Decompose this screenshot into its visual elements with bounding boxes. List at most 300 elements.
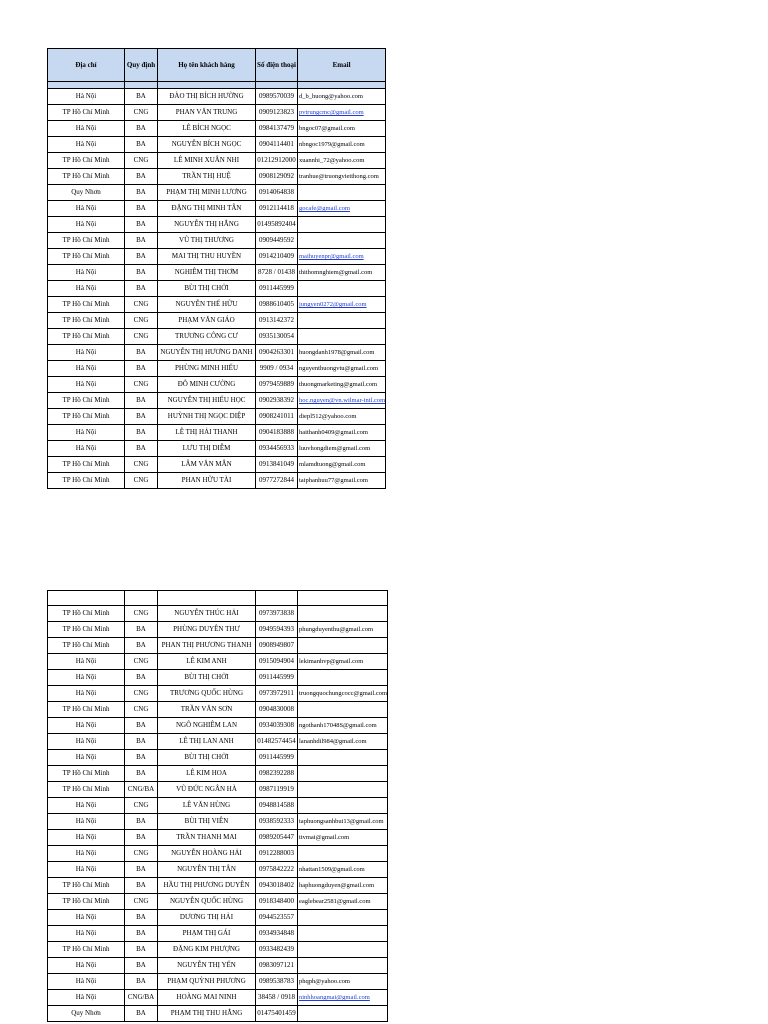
cell-address [48, 169, 125, 185]
table-row [48, 441, 386, 457]
cell-address [48, 297, 125, 313]
cell-email [298, 377, 386, 393]
cell-email [298, 1006, 388, 1022]
cell-quy-text: CNG [133, 849, 149, 857]
email-text: nbngoc1979@gmail.com [299, 141, 365, 148]
cell-quy-text: BA [136, 929, 146, 937]
cell-phone [256, 734, 298, 750]
cell-quy-text: BA [136, 881, 146, 889]
cell-address-text: Hà Nội [75, 673, 97, 681]
cell-phone-text: 0934456933 [259, 444, 294, 452]
cell-phone [256, 862, 298, 878]
cell-email [298, 473, 386, 489]
cell-phone-text: 0973973838 [259, 609, 294, 617]
table-row [48, 217, 386, 233]
cell-phone-text: 0908129092 [259, 172, 294, 180]
cell-address [48, 926, 125, 942]
table-row [48, 798, 388, 814]
cell-customer-name [158, 89, 256, 105]
cell-customer-name-text: LÊ THỊ LAN ANH [179, 737, 234, 745]
cell-phone-text: 01482574454 [257, 737, 296, 745]
cell-address-text: Hà Nội [75, 737, 97, 745]
cell-quy [125, 958, 158, 974]
cell-phone-text: 0944523557 [259, 913, 294, 921]
cell-address [48, 185, 125, 201]
table-row [48, 910, 388, 926]
email-text: tranhue@truongvietthong.com [299, 173, 379, 180]
table-row [48, 958, 388, 974]
cell-customer-name [158, 361, 256, 377]
cell-phone-text: 01212912000 [257, 156, 296, 164]
cell-customer-name [158, 217, 256, 233]
cell-email [298, 265, 386, 281]
cell-email [298, 329, 386, 345]
cell-address [48, 265, 125, 281]
cell-quy [125, 798, 158, 814]
cell-phone-text: 0914210409 [259, 252, 294, 260]
cell-address [48, 457, 125, 473]
cell-quy-text: BA [136, 817, 146, 825]
cell-quy [125, 249, 158, 265]
cell-phone-text: 0934039308 [259, 721, 294, 729]
email-link[interactable]: ninhhoangmai@gmail.com [299, 994, 370, 1001]
email-text: haithanh0409@gmail.com [299, 429, 368, 436]
cell-address [48, 281, 125, 297]
cell-quy-text: BA [136, 172, 146, 180]
cell-email[interactable] [298, 990, 388, 1006]
email-text: bngoc07@gmail.com [299, 125, 355, 132]
cell-quy [125, 137, 158, 153]
cell-customer-name [158, 425, 256, 441]
table-body-rows [48, 606, 388, 1022]
cell-customer-name [158, 734, 256, 750]
cell-address-text: Hà Nội [75, 140, 97, 148]
cell-phone [256, 910, 298, 926]
cell-phone-text: 0975842222 [259, 865, 294, 873]
cell-quy [125, 121, 158, 137]
cell-customer-name-text: ĐẶNG KIM PHƯỢNG [173, 945, 240, 953]
cell-phone-text: 0984137479 [259, 124, 294, 132]
table-row [48, 862, 388, 878]
cell-phone [256, 606, 298, 622]
header-phone: Số điện thoại [256, 49, 298, 82]
cell-phone [256, 377, 298, 393]
cell-customer-name-text: BÙI THỊ CHỞI [184, 284, 229, 292]
cell-phone [256, 233, 298, 249]
cell-customer-name [158, 606, 256, 622]
cell-phone [256, 798, 298, 814]
cell-email [298, 814, 388, 830]
cell-customer-name [158, 233, 256, 249]
cell-phone [256, 297, 298, 313]
cell-quy [125, 377, 158, 393]
cell-phone [256, 622, 298, 638]
cell-phone [256, 89, 298, 105]
cell-quy-text: BA [136, 268, 146, 276]
cell-address-text: Hà Nội [75, 801, 97, 809]
cell-quy-text: BA [136, 140, 146, 148]
cell-quy [125, 1006, 158, 1022]
cell-customer-name-text: BÙI THỊ CHỞI [184, 753, 229, 761]
cell-address [48, 750, 125, 766]
cell-address [48, 313, 125, 329]
cell-email[interactable] [298, 249, 386, 265]
cell-phone [256, 137, 298, 153]
table-row [48, 622, 388, 638]
cell-quy [125, 830, 158, 846]
email-text: mlamdtuong@gmail.com [299, 461, 366, 468]
cell-quy-text: BA [136, 945, 146, 953]
cell-address-text: TP Hồ Chí Minh [62, 785, 110, 793]
cell-customer-name-text: PHAN VĂN TRUNG [175, 108, 238, 116]
table-row [48, 766, 388, 782]
email-text: taiphanhuu77@gmail.com [299, 477, 368, 484]
cell-address [48, 862, 125, 878]
cell-customer-name [158, 686, 256, 702]
cell-phone [256, 958, 298, 974]
cell-customer-name [158, 329, 256, 345]
cell-customer-name-text: PHÙNG DUYÊN THƯ [173, 625, 240, 633]
cell-quy [125, 345, 158, 361]
email-text: xuannhi_72@yahoo.com [299, 157, 365, 164]
cell-customer-name-text: NGUYỄN THỊ HIẾU HỌC [167, 396, 246, 404]
cell-quy-text: BA [136, 348, 146, 356]
cell-customer-name [158, 814, 256, 830]
cell-quy [125, 233, 158, 249]
table-row [48, 121, 386, 137]
cell-address [48, 718, 125, 734]
cell-address [48, 942, 125, 958]
cell-address-text: TP Hồ Chí Minh [62, 156, 110, 164]
cell-email [298, 137, 386, 153]
customer-table-1 [47, 48, 386, 489]
cell-phone-text: 9909 / 0934 [259, 364, 294, 372]
cell-address-text: Hà Nội [75, 913, 97, 921]
table-row [48, 105, 386, 121]
cell-address [48, 606, 125, 622]
email-link[interactable]: pvtrungcmc@gmail.com [299, 109, 364, 116]
cell-email [298, 846, 388, 862]
cell-quy [125, 990, 158, 1006]
cell-address [48, 441, 125, 457]
cell-customer-name [158, 313, 256, 329]
cell-customer-name-text: MAI THỊ THU HUYỀN [171, 252, 242, 260]
cell-address [48, 201, 125, 217]
cell-customer-name-text: NGUYỄN THỊ HƯƠNG DANH [160, 348, 253, 356]
cell-email [298, 185, 386, 201]
cell-address-text: Hà Nội [75, 124, 97, 132]
cell-customer-name [158, 297, 256, 313]
cell-quy [125, 782, 158, 798]
cell-phone [256, 217, 298, 233]
cell-customer-name-text: LƯU THỊ DIỄM [182, 444, 231, 452]
cell-phone [256, 441, 298, 457]
cell-phone [256, 894, 298, 910]
cell-customer-name-text: NGUYỄN THỊ HẰNG [174, 220, 239, 228]
cell-quy-text: CNG [133, 108, 149, 116]
cell-phone-text: 0989205447 [259, 833, 294, 841]
cell-phone-text: 0909449592 [259, 236, 294, 244]
header-address: Địa chỉ [48, 49, 125, 82]
cell-address [48, 377, 125, 393]
cell-address [48, 686, 125, 702]
cell-phone-text: 0988610405 [259, 300, 294, 308]
cell-phone-text: 0912114418 [259, 204, 294, 212]
cell-address [48, 217, 125, 233]
blank-row [48, 591, 388, 606]
cell-email [298, 734, 388, 750]
cell-email [298, 441, 386, 457]
table-row [48, 750, 388, 766]
cell-email [298, 281, 386, 297]
cell-phone-text: 0989538783 [259, 977, 294, 985]
cell-quy [125, 926, 158, 942]
cell-quy [125, 297, 158, 313]
cell-email[interactable] [298, 105, 386, 121]
cell-address [48, 121, 125, 137]
cell-quy [125, 361, 158, 377]
cell-address-text: TP Hồ Chí Minh [62, 300, 110, 308]
cell-address [48, 766, 125, 782]
email-text: taphuongsanhbui13@gmail.com [299, 818, 384, 825]
table-row [48, 1006, 388, 1022]
table-row [48, 201, 386, 217]
cell-email [298, 217, 386, 233]
cell-customer-name-text: NGHIÊM THỊ THƠM [174, 268, 239, 276]
cell-address [48, 958, 125, 974]
cell-quy [125, 329, 158, 345]
cell-quy [125, 105, 158, 121]
cell-customer-name-text: LÂM VĂN MẪN [181, 460, 232, 468]
table-row [48, 894, 388, 910]
cell-customer-name [158, 958, 256, 974]
cell-quy [125, 862, 158, 878]
cell-phone [256, 153, 298, 169]
cell-customer-name [158, 377, 256, 393]
cell-email[interactable] [298, 201, 386, 217]
email-text: nguyenthuongvtu@gmail.com [299, 365, 379, 372]
table-row [48, 830, 388, 846]
cell-phone [256, 750, 298, 766]
cell-phone-text: 0938592333 [259, 817, 294, 825]
cell-quy-text: CNG [133, 300, 149, 308]
cell-phone [256, 974, 298, 990]
cell-phone-text: 0904114401 [259, 140, 294, 148]
cell-quy-text: BA [136, 1009, 146, 1017]
table-row [48, 654, 388, 670]
cell-phone-text: 0949594393 [259, 625, 294, 633]
cell-customer-name-text: PHÙNG MINH HIẾU [175, 364, 238, 372]
cell-customer-name [158, 105, 256, 121]
cell-quy-text: BA [136, 444, 146, 452]
cell-address-text: TP Hồ Chí Minh [62, 897, 110, 905]
table-row [48, 814, 388, 830]
cell-phone-text: 0911445999 [259, 284, 294, 292]
email-link[interactable]: hoc.nguyen@vn.wilmar-intl.com [299, 397, 386, 404]
cell-quy [125, 169, 158, 185]
table-row [48, 990, 388, 1006]
cell-phone-text: 0912288003 [259, 849, 294, 857]
email-text: phqph@yahoo.com [299, 978, 350, 985]
cell-address-text: Hà Nội [75, 428, 97, 436]
cell-customer-name [158, 185, 256, 201]
cell-email [298, 894, 388, 910]
cell-quy [125, 201, 158, 217]
email-link[interactable]: jungyen0272@gmail.com [299, 301, 367, 308]
table-row [48, 425, 386, 441]
cell-quy [125, 910, 158, 926]
cell-address [48, 734, 125, 750]
cell-phone [256, 265, 298, 281]
cell-phone-text: 0914064838 [259, 188, 294, 196]
cell-customer-name-text: HẦU THỊ PHƯƠNG DUYÊN [163, 881, 250, 889]
cell-address [48, 105, 125, 121]
cell-email [298, 686, 388, 702]
cell-customer-name-text: HUỲNH THỊ NGỌC DIỆP [167, 412, 246, 420]
cell-quy [125, 654, 158, 670]
cell-phone [256, 878, 298, 894]
cell-quy-text: CNG [133, 460, 149, 468]
cell-customer-name [158, 830, 256, 846]
email-text: ngothanh17048S@gmail.com [299, 722, 377, 729]
cell-customer-name-text: HOÀNG MAI NINH [176, 993, 237, 1001]
cell-customer-name [158, 974, 256, 990]
cell-quy [125, 606, 158, 622]
cell-quy [125, 425, 158, 441]
cell-address-text: TP Hồ Chí Minh [62, 396, 110, 404]
cell-address-text: Hà Nội [75, 364, 97, 372]
cell-quy-text: CNG [133, 476, 149, 484]
table-row [48, 153, 386, 169]
cell-customer-name [158, 782, 256, 798]
cell-phone-text: 0983097121 [259, 961, 294, 969]
cell-quy-text: BA [136, 865, 146, 873]
cell-email [298, 89, 386, 105]
cell-address-text: Hà Nội [75, 284, 97, 292]
cell-customer-name [158, 153, 256, 169]
cell-address [48, 894, 125, 910]
cell-phone [256, 249, 298, 265]
table-row [48, 670, 388, 686]
cell-quy-text: BA [136, 236, 146, 244]
cell-address [48, 361, 125, 377]
cell-email [298, 878, 388, 894]
cell-quy [125, 89, 158, 105]
cell-phone [256, 830, 298, 846]
cell-phone-text: 0904830008 [259, 705, 294, 713]
table-row [48, 393, 386, 409]
cell-address [48, 670, 125, 686]
email-text: phungduyenthu@gmail.com [299, 626, 374, 633]
cell-quy [125, 409, 158, 425]
cell-email [298, 670, 388, 686]
table-row [48, 313, 386, 329]
cell-phone [256, 361, 298, 377]
table-row [48, 473, 386, 489]
cell-address [48, 153, 125, 169]
cell-address-text: Hà Nội [75, 268, 97, 276]
cell-email [298, 622, 388, 638]
cell-phone-text: 0918348400 [259, 897, 294, 905]
cell-phone-text: 0987119919 [259, 785, 294, 793]
email-text: diepl512@yahoo.com [299, 413, 357, 420]
cell-address-text: TP Hồ Chí Minh [62, 236, 110, 244]
cell-phone-text: 01475401459 [257, 1009, 296, 1017]
email-text: huongdanh1978@gmail.com [299, 349, 375, 356]
table-row [48, 457, 386, 473]
cell-phone-text: 0948814588 [259, 801, 294, 809]
cell-address [48, 702, 125, 718]
cell-customer-name-text: TRẦN THANH MAI [176, 833, 237, 841]
table-row [48, 942, 388, 958]
email-text: d_b_huong@yahoo.com [299, 93, 363, 100]
cell-phone-text: 0989570039 [259, 92, 294, 100]
cell-phone-text: 38458 / 0918 [258, 993, 295, 1001]
cell-email [298, 798, 388, 814]
cell-customer-name-text: BÙI THỊ VIÊN [184, 817, 229, 825]
cell-customer-name-text: NGUYỄN THẾ HỮU [175, 300, 238, 308]
cell-address [48, 846, 125, 862]
cell-customer-name [158, 702, 256, 718]
cell-email[interactable] [298, 297, 386, 313]
table-row [48, 281, 386, 297]
cell-customer-name-text: LÊ VĂN HÙNG [182, 801, 231, 809]
cell-phone [256, 766, 298, 782]
email-text: truongquochungcocc@gmail.com [299, 690, 388, 697]
cell-email [298, 942, 388, 958]
cell-customer-name [158, 798, 256, 814]
cell-customer-name [158, 894, 256, 910]
cell-quy-text: BA [136, 721, 146, 729]
email-link[interactable]: gocafe@gmail.com [299, 205, 350, 212]
cell-quy [125, 670, 158, 686]
cell-quy [125, 457, 158, 473]
cell-address-text: TP Hồ Chí Minh [62, 412, 110, 420]
cell-quy-text: BA [136, 673, 146, 681]
header-email: Email [298, 49, 386, 82]
cell-quy [125, 974, 158, 990]
cell-email [298, 974, 388, 990]
email-text: haphuongduyen@gmail.com [299, 882, 375, 889]
cell-address-text: Quy Nhơn [71, 188, 101, 196]
cell-customer-name-text: ĐẶNG THỊ MINH TÂN [171, 204, 242, 212]
cell-phone [256, 926, 298, 942]
cell-address-text: Hà Nội [75, 204, 97, 212]
cell-phone-text: 0904183888 [259, 428, 294, 436]
cell-email[interactable] [298, 393, 386, 409]
cell-address [48, 393, 125, 409]
cell-quy-text: BA [136, 753, 146, 761]
cell-phone [256, 345, 298, 361]
cell-email [298, 345, 386, 361]
table-row [48, 782, 388, 798]
cell-address [48, 878, 125, 894]
cell-customer-name [158, 409, 256, 425]
email-link[interactable]: maihuyenpr@gmail.com [299, 253, 364, 260]
cell-customer-name-text: LÊ MINH XUÂN NHI [173, 156, 240, 164]
cell-quy [125, 718, 158, 734]
cell-address-text: Hà Nội [75, 689, 97, 697]
cell-customer-name-text: TRẦN VĂN SƠN [180, 705, 233, 713]
table-row [48, 926, 388, 942]
cell-phone [256, 782, 298, 798]
cell-address [48, 782, 125, 798]
table-row [48, 297, 386, 313]
table-row [48, 409, 386, 425]
cell-phone [256, 473, 298, 489]
cell-customer-name [158, 718, 256, 734]
cell-phone [256, 425, 298, 441]
